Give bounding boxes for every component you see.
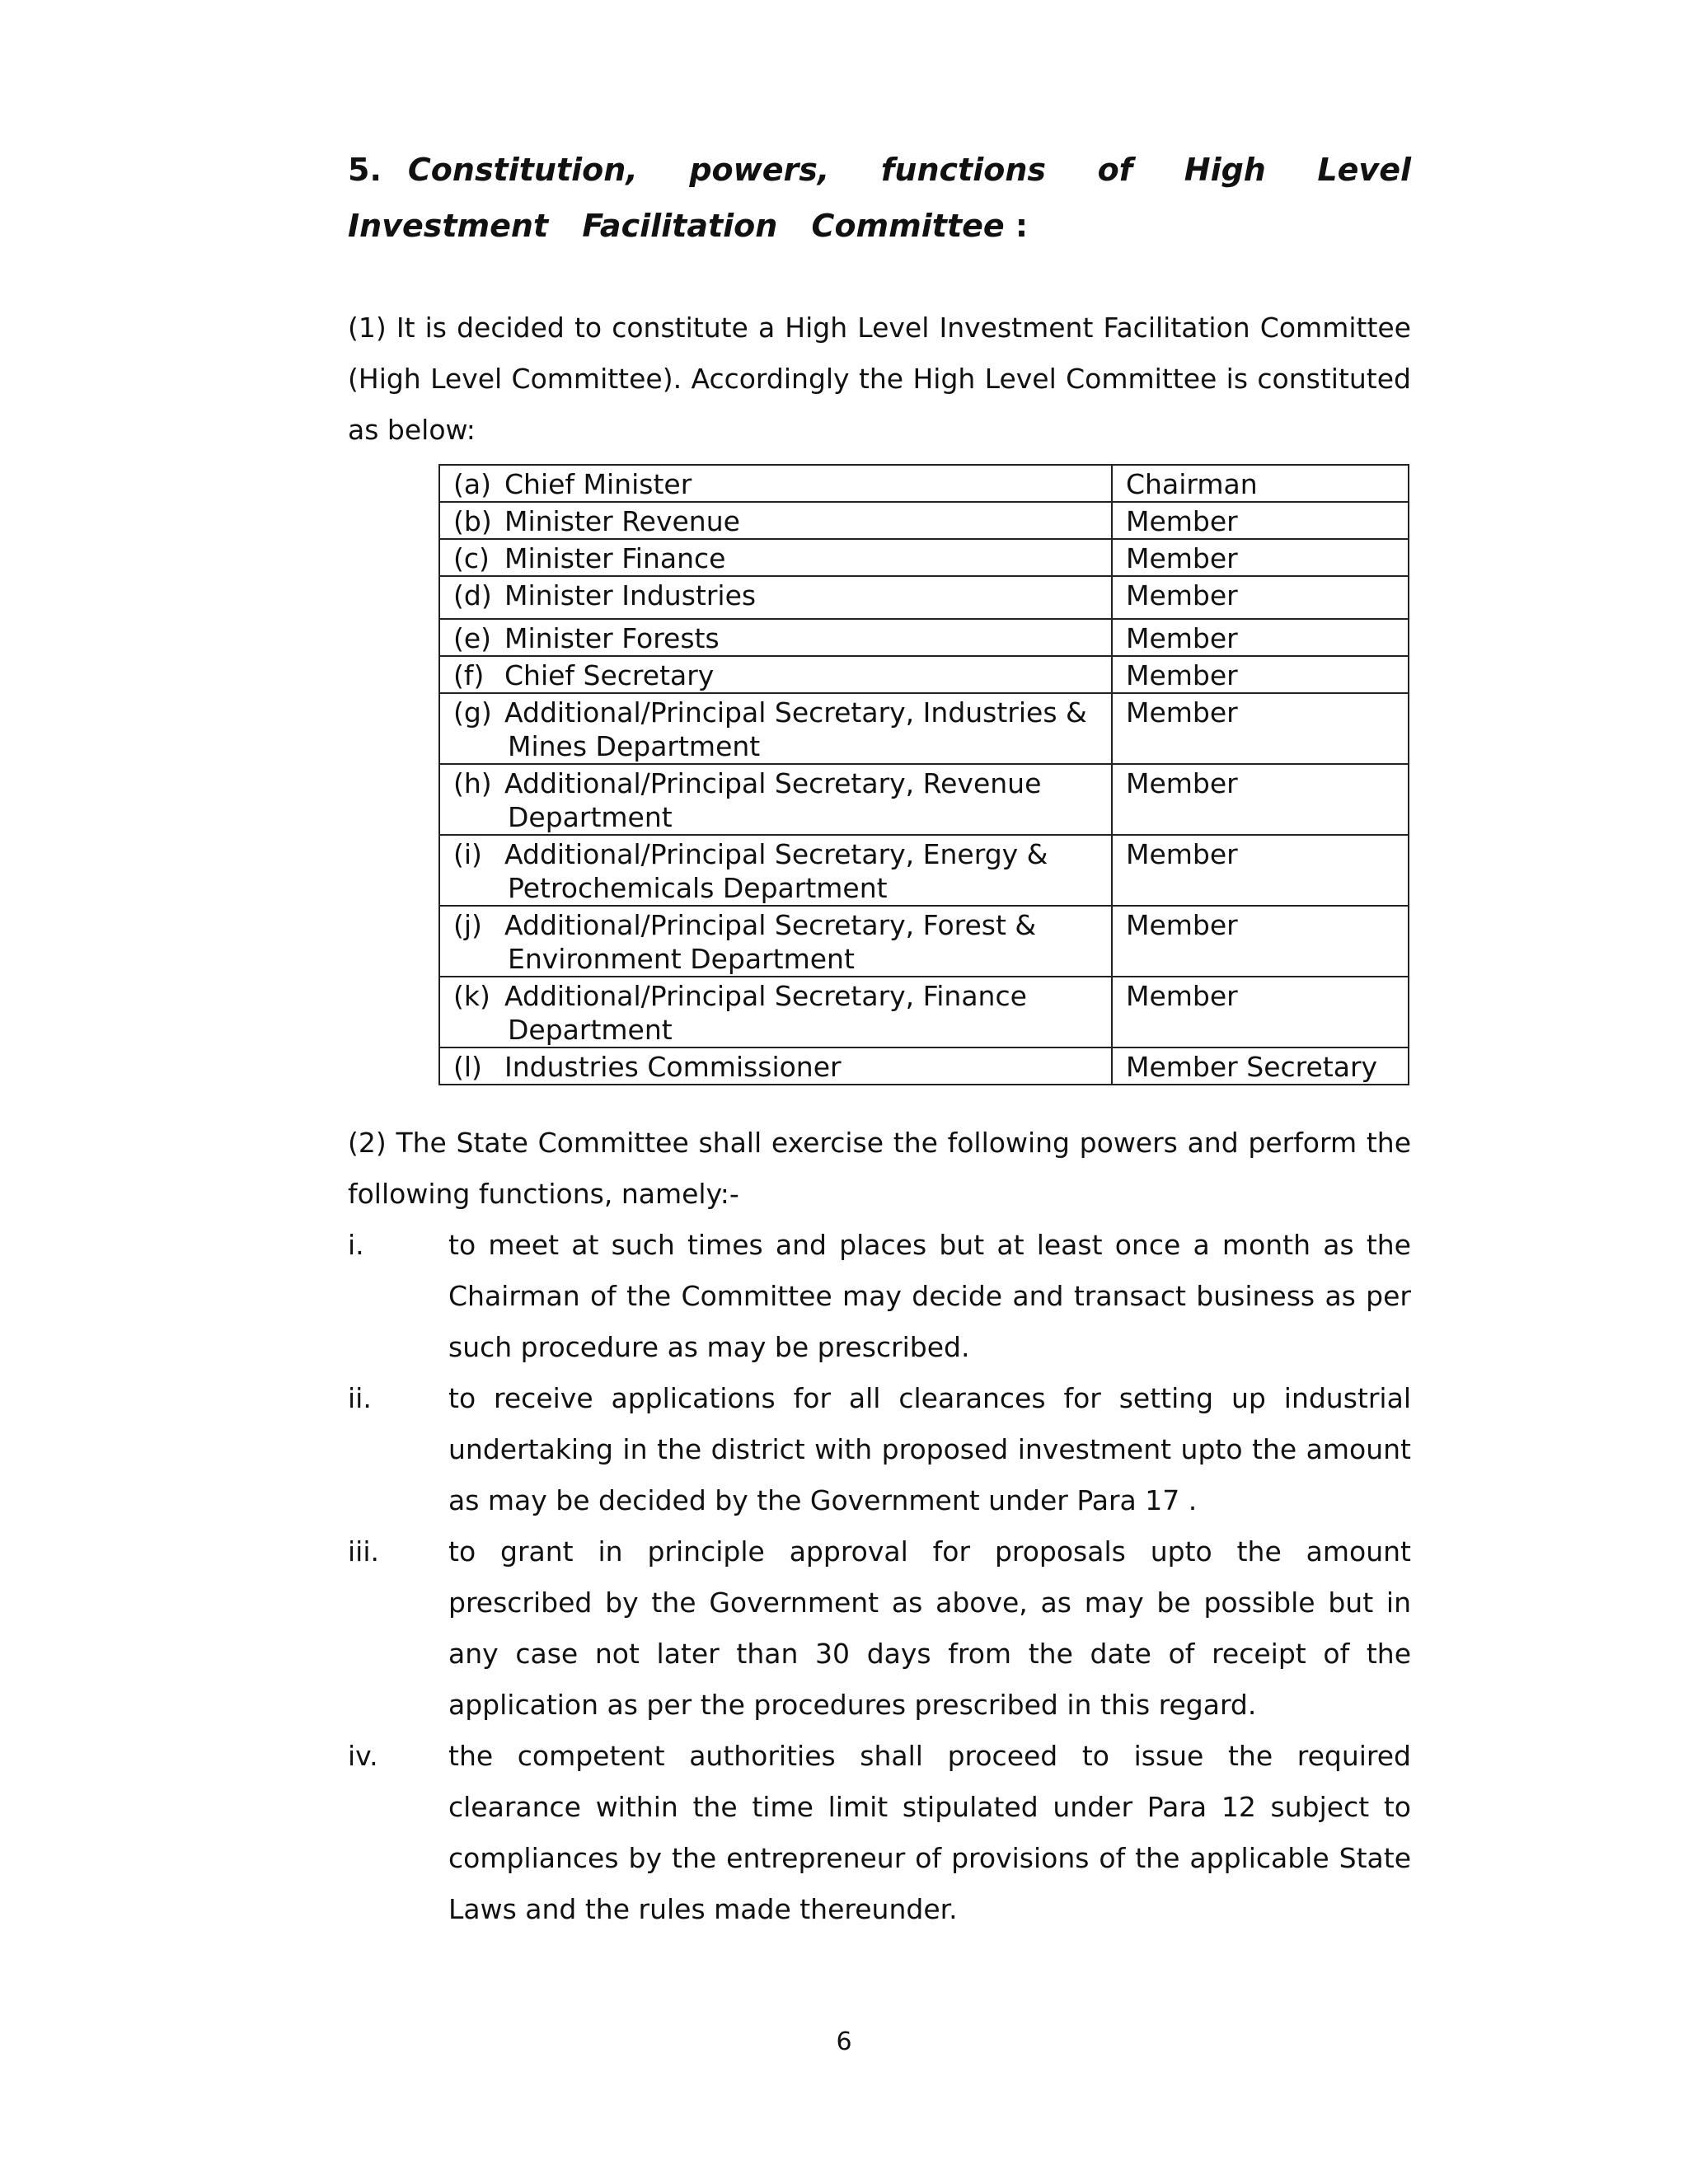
member-name: Minister Industries: [504, 579, 757, 612]
page-number: 6: [836, 2027, 852, 2056]
section-number: 5.: [348, 152, 382, 188]
row-label: (c): [453, 542, 490, 574]
list-item: [348, 1526, 1411, 1731]
section-title-colon: :: [1004, 208, 1029, 244]
member-name: Additional/Principal Secretary, Energy &: [504, 838, 1048, 870]
row-label: (b): [453, 505, 492, 537]
member-name-continued: Department: [508, 801, 673, 833]
role-cell: Member: [1112, 906, 1409, 977]
role-cell: Member: [1112, 693, 1409, 764]
member-cell: [439, 539, 1112, 576]
row-label: (i): [453, 838, 482, 870]
member-cell: [439, 502, 1112, 539]
role-cell: Member: [1112, 539, 1409, 576]
member-cell: [439, 656, 1112, 693]
member-name-continued: Mines Department: [508, 730, 761, 762]
member-name-continued: Environment Department: [508, 943, 855, 975]
list-item-text: to receive applications for all clearances for setting up industrial undertaking in the district with proposed investment upto the amount as may be decided by the Government under Para 17 .: [448, 1382, 1411, 1516]
role-cell: Member: [1112, 977, 1409, 1047]
table-row: [439, 539, 1409, 576]
role-cell: Member: [1112, 502, 1409, 539]
row-label: (e): [453, 622, 492, 654]
row-label: (l): [453, 1051, 482, 1083]
role-cell: Chairman: [1112, 465, 1409, 502]
committee-table: [438, 464, 1409, 1085]
member-cell: [439, 619, 1112, 656]
table-row: [439, 764, 1409, 835]
list-item: [348, 1220, 1411, 1373]
member-name: Additional/Principal Secretary, Finance: [504, 980, 1027, 1012]
role-cell: Member: [1112, 619, 1409, 656]
row-label: (f): [453, 659, 485, 691]
member-cell: [439, 465, 1112, 502]
member-name: Minister Forests: [504, 622, 720, 654]
paragraph-1: (1) It is decided to constitute a High Level Investment Facilitation Committee (High Level Committee). Accordingly the High Level Committee is constituted as below:: [348, 312, 1411, 446]
table-row: [439, 502, 1409, 539]
list-item-text: the competent authorities shall proceed to issue the required clearance within the time limit stipulated under Para 12 subject to compliances by the entrepreneur of provisions of the applicable State Laws and the rules made thereunder.: [448, 1740, 1411, 1925]
member-cell: [439, 835, 1112, 906]
functions-list: [348, 1220, 1411, 1935]
role-cell: Member: [1112, 835, 1409, 906]
member-cell: [439, 906, 1112, 977]
table-row: [439, 835, 1409, 906]
table-row: [439, 656, 1409, 693]
row-label: (a): [453, 468, 491, 500]
member-name: Additional/Principal Secretary, Forest &: [504, 909, 1037, 941]
paragraph-2: (2) The State Committee shall exercise the following powers and perform the following functions, namely:-: [348, 1127, 1411, 1210]
table-row: [439, 906, 1409, 977]
member-name-continued: Department: [508, 1014, 673, 1046]
member-name: Chief Minister: [504, 468, 692, 500]
list-item-text: to meet at such times and places but at least once a month as the Chairman of the Committee may decide and transact business as per such procedure as may be prescribed.: [448, 1229, 1411, 1363]
member-cell: [439, 977, 1112, 1047]
member-cell: [439, 1047, 1112, 1085]
list-item-text: to grant in principle approval for proposals upto the amount prescribed by the Government as above, as may be possible but in any case not later than 30 days from the date of receipt of the application as per the procedures prescribed in this regard.: [448, 1535, 1411, 1721]
list-item: [348, 1731, 1411, 1935]
table-row: [439, 619, 1409, 656]
role-cell: Member: [1112, 764, 1409, 835]
list-numeral: ii.: [348, 1382, 372, 1414]
member-name: Additional/Principal Secretary, Revenue: [504, 767, 1042, 799]
member-cell: [439, 764, 1112, 835]
table-row: [439, 693, 1409, 764]
table-row: [439, 1047, 1409, 1085]
table-row: [439, 465, 1409, 502]
list-numeral: i.: [348, 1229, 364, 1261]
role-cell: Member Secretary: [1112, 1047, 1409, 1085]
list-numeral: iii.: [348, 1535, 379, 1568]
row-label: (g): [453, 696, 492, 729]
table-row: [439, 977, 1409, 1047]
row-label: (j): [453, 909, 482, 941]
member-cell: [439, 693, 1112, 764]
member-name: Minister Revenue: [504, 505, 740, 537]
section-heading: [348, 142, 1411, 254]
row-label: (d): [453, 579, 492, 612]
member-name: Additional/Principal Secretary, Industries &: [504, 696, 1087, 729]
table-row: [439, 576, 1409, 619]
row-label: (h): [453, 767, 492, 799]
member-name: Chief Secretary: [504, 659, 715, 691]
member-name-continued: Petrochemicals Department: [508, 872, 888, 904]
member-name: Minister Finance: [504, 542, 726, 574]
role-cell: Member: [1112, 656, 1409, 693]
member-cell: [439, 576, 1112, 619]
row-label: (k): [453, 980, 490, 1012]
section-title: Constitution, powers, functions of High Level Investment Facilitation Committee: [348, 152, 1411, 244]
list-item: [348, 1373, 1411, 1526]
list-numeral: iv.: [348, 1740, 378, 1772]
member-name: Industries Commissioner: [504, 1051, 842, 1083]
role-cell: Member: [1112, 576, 1409, 619]
